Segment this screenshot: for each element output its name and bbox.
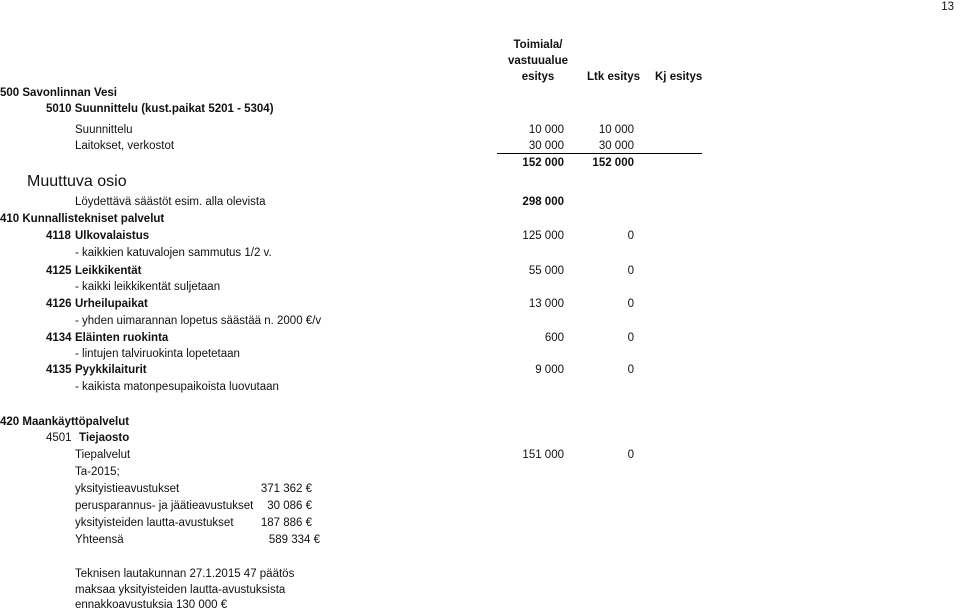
item-value-1: 55 000 bbox=[528, 265, 564, 277]
item-note: - kaikkien katuvalojen sammutus 1/2 v. bbox=[75, 247, 272, 259]
item-value-1: 13 000 bbox=[528, 298, 564, 310]
savings-label: Löydettävä säästöt esim. alla olevista bbox=[75, 196, 266, 208]
subsidy-total-value: 589 334 € bbox=[268, 534, 320, 546]
subsidy-value: 187 886 € bbox=[260, 517, 312, 529]
item-note: - lintujen talviruokinta lopetetaan bbox=[75, 348, 240, 360]
item-name: Ulkovalaistus bbox=[75, 230, 150, 242]
header-col1-line2: vastuualue bbox=[507, 55, 569, 67]
header-col3: Kj esitys bbox=[655, 71, 703, 83]
item-note: - kaikki leikkikentät suljetaan bbox=[75, 281, 221, 293]
section-410-title: 410 Kunnallistekniset palvelut bbox=[0, 213, 165, 225]
item-value-1: 600 bbox=[544, 332, 564, 344]
item-value-2: 0 bbox=[627, 230, 634, 242]
row-value-1: 10 000 bbox=[528, 124, 564, 136]
section-5010-title: 5010 Suunnittelu (kust.paikat 5201 - 5304) bbox=[46, 103, 274, 115]
decision-note-line: ennakkoavustuksia 130 000 € bbox=[75, 599, 228, 611]
total-value-1: 152 000 bbox=[522, 157, 564, 169]
subsidy-total-label: Yhteensä bbox=[75, 534, 124, 546]
tiepalvelut-value-1: 151 000 bbox=[522, 449, 564, 461]
item-name: Eläinten ruokinta bbox=[75, 332, 169, 344]
item-value-2: 0 bbox=[627, 332, 634, 344]
header-col1-line1: Toimiala/ bbox=[513, 39, 563, 51]
total-rule bbox=[497, 153, 702, 154]
item-note: - yhden uimarannan lopetus säästää n. 2000 €/v bbox=[75, 315, 322, 327]
subsidy-value: 371 362 € bbox=[260, 483, 312, 495]
item-code: 4118 bbox=[46, 230, 71, 242]
decision-note-line: Teknisen lautakunnan 27.1.2015 47 päätös bbox=[75, 568, 295, 580]
muuttuva-osio-heading: Muuttuva osio bbox=[27, 173, 127, 190]
item-name: Pyykkilaiturit bbox=[75, 364, 147, 376]
item-value-2: 0 bbox=[627, 298, 634, 310]
row-label: Laitokset, verkostot bbox=[75, 140, 175, 152]
item-code: 4134 bbox=[46, 332, 72, 344]
ta-2015-label: Ta-2015; bbox=[75, 466, 120, 478]
section-500-title: 500 Savonlinnan Vesi bbox=[0, 87, 117, 99]
subsidy-label: yksityisteiden lautta-avustukset bbox=[75, 517, 234, 529]
header-col2: Ltk esitys bbox=[587, 71, 641, 83]
page-number: 13 bbox=[941, 1, 954, 13]
row-label: Suunnittelu bbox=[75, 124, 133, 136]
item-note: - kaikista matonpesupaikoista luovutaan bbox=[75, 381, 279, 393]
subsidy-value: 30 086 € bbox=[267, 500, 312, 512]
item-code: 4126 bbox=[46, 298, 72, 310]
tiepalvelut-value-2: 0 bbox=[627, 449, 634, 461]
item-name: Urheilupaikat bbox=[75, 298, 148, 310]
section-420-title: 420 Maankäyttöpalvelut bbox=[0, 416, 130, 428]
header-col1-line3: esitys bbox=[521, 71, 555, 83]
item-code: 4135 bbox=[46, 364, 72, 376]
total-value-2: 152 000 bbox=[592, 157, 634, 169]
item-value-2: 0 bbox=[627, 265, 634, 277]
subsidy-label: perusparannus- ja jäätieavustukset bbox=[75, 500, 254, 512]
item-value-1: 9 000 bbox=[535, 364, 564, 376]
decision-note-line: maksaa yksityisteiden lautta-avustuksista bbox=[75, 584, 286, 596]
section-4501-name: Tiejaosto bbox=[79, 432, 130, 444]
row-value-2: 30 000 bbox=[598, 140, 634, 152]
item-value-2: 0 bbox=[627, 364, 634, 376]
subsidy-label: yksityistieavustukset bbox=[75, 483, 180, 495]
row-value-2: 10 000 bbox=[598, 124, 634, 136]
item-code: 4125 bbox=[46, 265, 72, 277]
section-4501-code: 4501 bbox=[46, 432, 72, 444]
row-value-1: 30 000 bbox=[528, 140, 564, 152]
item-name: Leikkikentät bbox=[75, 265, 142, 277]
tiepalvelut-label: Tiepalvelut bbox=[75, 449, 131, 461]
item-value-1: 125 000 bbox=[522, 230, 564, 242]
savings-value: 298 000 bbox=[522, 196, 564, 208]
